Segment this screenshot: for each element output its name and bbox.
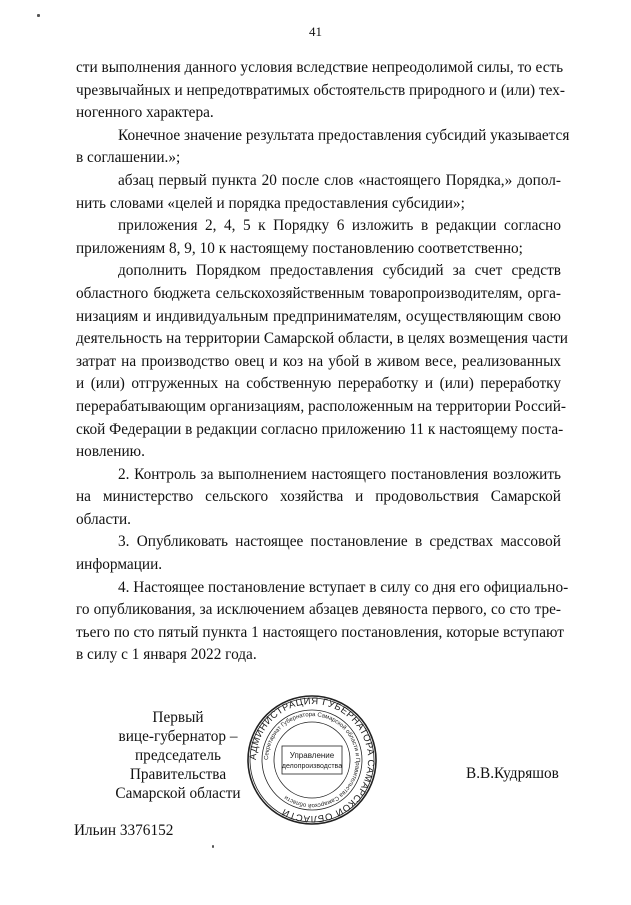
text-line: перерабатывающим организациям, расположенным на территории Россий- — [76, 397, 567, 415]
signatory-title-line: Первый — [152, 709, 204, 726]
signatory-title-line: вице-губернатор – — [118, 728, 238, 745]
text-line: тьего по сто пятый пункта 1 настоящего постановления, которые вступают — [76, 623, 564, 641]
seal-inner-text: Секретариат Губернатора Самарской области и Правительства Самарской области — [263, 711, 361, 809]
text-line: новлению. — [76, 443, 145, 461]
scan-speck — [37, 14, 40, 17]
scan-speck — [212, 845, 214, 848]
text-line: 3. Опубликовать настоящее постановление в средствах массовой — [118, 533, 561, 551]
seal-center-line: делопроизводства — [281, 763, 343, 770]
author-contact: Ильин 3376152 — [74, 822, 174, 839]
seal-center-line: Управление — [289, 751, 335, 760]
text-line: ногенного характера. — [76, 104, 214, 122]
page-number: 41 — [309, 24, 322, 39]
seal-outer-text: АДМИНИСТРАЦИЯ ГУБЕРНАТОРА САМАРСКОЙ ОБЛАСТИ — [247, 695, 377, 825]
official-seal — [246, 694, 378, 826]
signatory-name: В.В.Кудряшов — [466, 765, 559, 782]
text-line: 4. Настоящее постановление вступает в силу со дня его официально- — [118, 578, 569, 596]
text-line: на министерство сельского хозяйства и продовольствия Самарской — [76, 488, 561, 506]
text-line: сти выполнения данного условия вследствие непреодолимой силы, то есть — [76, 59, 564, 76]
text-line: 2. Контроль за выполнением настоящего постановления возложить — [118, 465, 561, 483]
text-line: в соглашении.»; — [76, 149, 181, 167]
signatory-title-line: Самарской области — [115, 785, 241, 802]
text-line: низациям и индивидуальным предпринимателям, осуществляющим свою — [76, 307, 561, 325]
body-text — [76, 57, 570, 667]
text-line: нить словами «целей и порядка предоставления субсидии»; — [76, 194, 465, 212]
text-line: и (или) отгруженных на собственную переработку и (или) переработку — [76, 375, 561, 393]
seal-graphic — [246, 694, 378, 826]
text-line: в силу с 1 января 2022 года. — [76, 646, 257, 664]
text-line: информации. — [76, 556, 163, 574]
signatory-title-line: председатель Правительства — [129, 747, 227, 783]
text-line: приложения 2, 4, 5 к Порядку 6 изложить в редакции согласно — [118, 217, 561, 235]
text-line: области. — [76, 510, 131, 528]
text-line: приложениям 8, 9, 10 к настоящему постановлению соответственно; — [76, 239, 523, 257]
text-line: чрезвычайных и непредотвратимых обстоятельств природного и (или) тех- — [76, 81, 565, 99]
text-line: дополнить Порядком предоставления субсидий за счет средств — [118, 262, 561, 280]
text-line: деятельность на территории Самарской области, в целях возмещения части — [76, 330, 568, 348]
text-line: абзац первый пункта 20 после слов «настоящего Порядка,» допол- — [118, 171, 561, 189]
text-line: ской Федерации в редакции согласно приложению 11 к настоящему поста- — [76, 420, 564, 438]
text-line: областного бюджета сельскохозяйственным товаропроизводителям, орга- — [76, 284, 561, 302]
text-line: Конечное значение результата предоставления субсидий указывается — [118, 126, 570, 144]
text-line: затрат на производство овец и коз на убой в живом весе, реализованных — [76, 352, 561, 370]
text-line: го опубликования, за исключением абзацев девяноста первого, со сто тре- — [76, 601, 561, 619]
signatory-title — [90, 708, 266, 803]
